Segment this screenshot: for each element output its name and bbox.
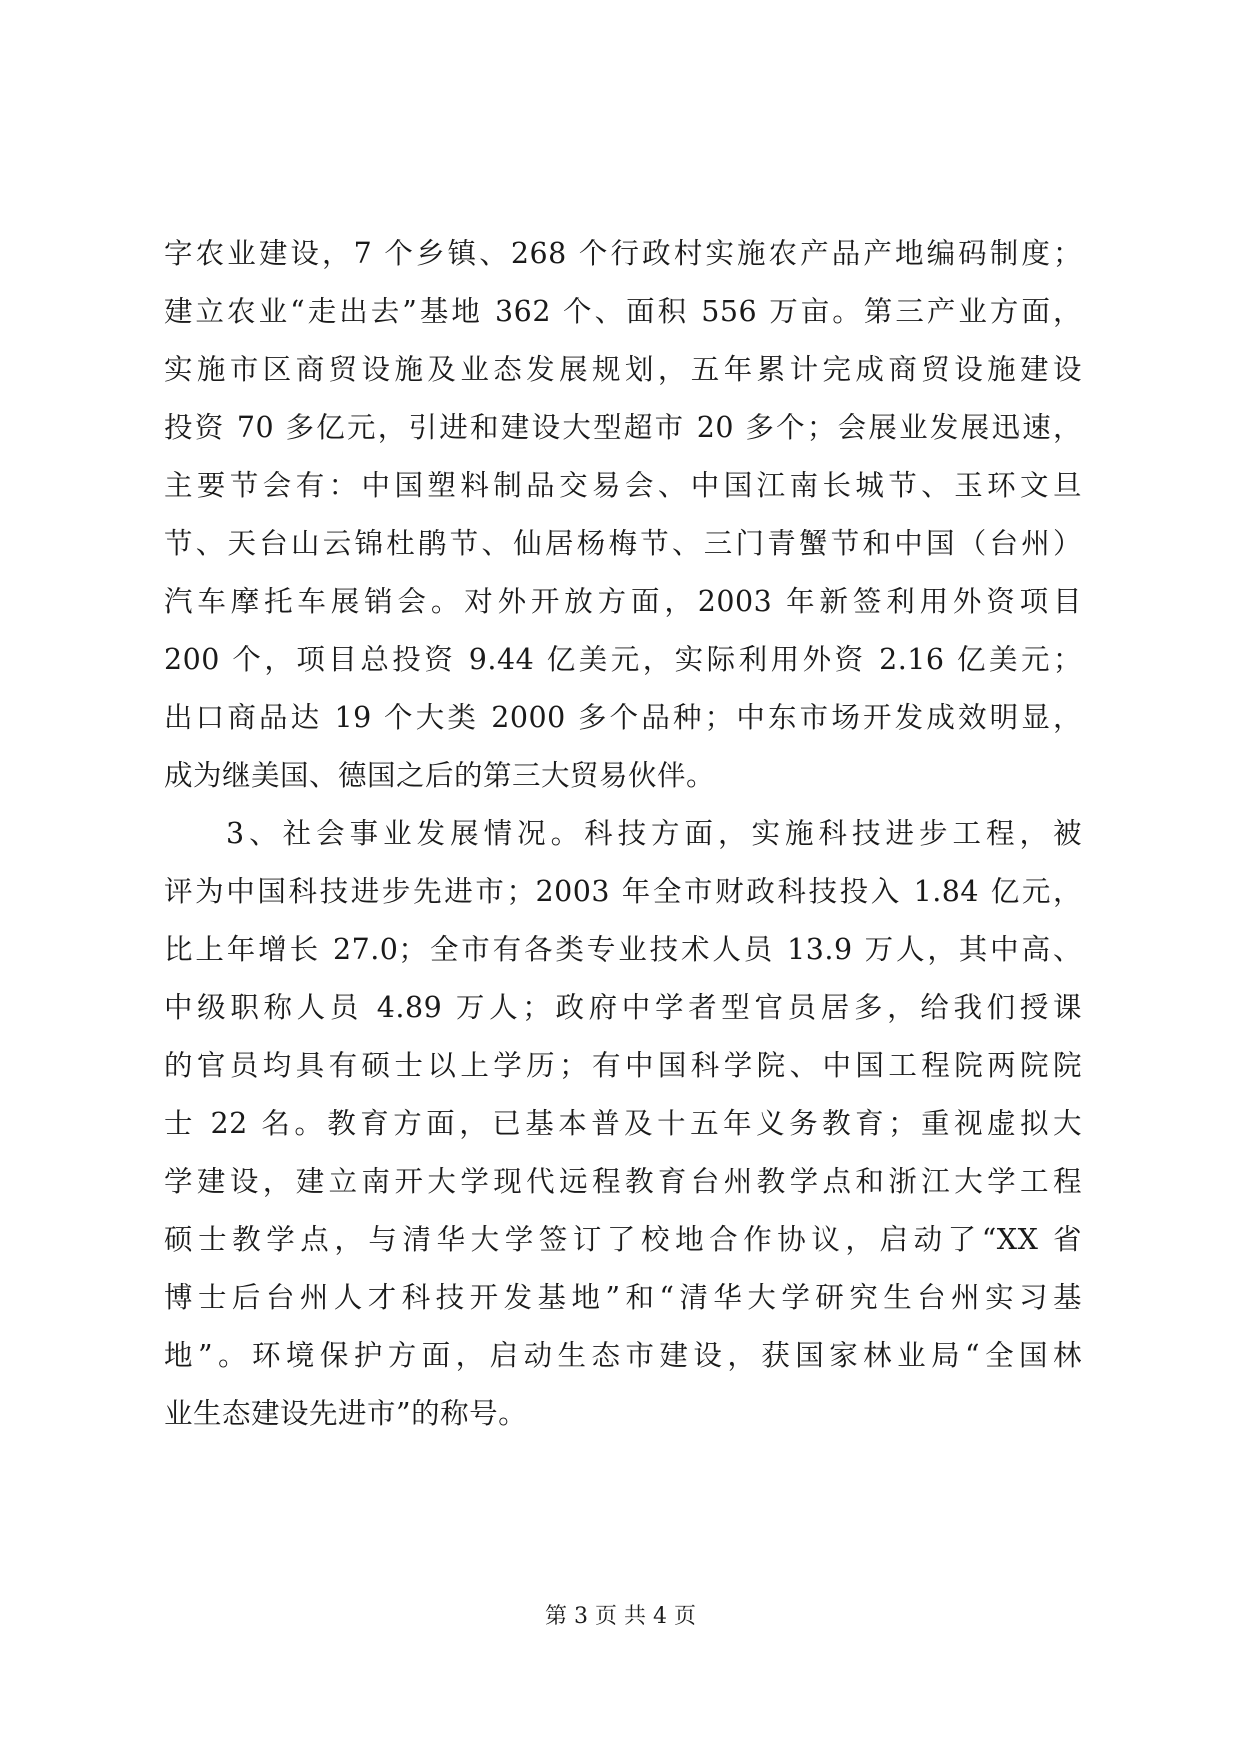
text-line: 3、社会事业发展情况。科技方面，实施科技进步工程，被 <box>226 817 1082 850</box>
paragraph-trade <box>164 225 1082 805</box>
text-line: 汽车摩托车展销会。对外开放方面，2003 年新签利用外资项目 <box>164 585 1082 618</box>
text-line: 实施市区商贸设施及业态发展规划，五年累计完成商贸设施建设 <box>164 353 1082 386</box>
text-line: 建立农业“走出去”基地 362 个、面积 556 万亩。第三产业方面， <box>164 295 1082 328</box>
paragraph-social-development <box>164 805 1082 1443</box>
text-line: 节、天台山云锦杜鹃节、仙居杨梅节、三门青蟹节和中国（台州） <box>164 527 1082 560</box>
text-line: 200 个，项目总投资 9.44 亿美元，实际利用外资 2.16 亿美元； <box>164 643 1082 676</box>
text-line: 士 22 名。教育方面，已基本普及十五年义务教育；重视虚拟大 <box>164 1107 1082 1140</box>
text-line: 的官员均具有硕士以上学历；有中国科学院、中国工程院两院院 <box>164 1049 1082 1082</box>
text-line: 比上年增长 27.0；全市有各类专业技术人员 13.9 万人，其中高、 <box>164 933 1082 966</box>
page-number: 第 3 页 共 4 页 <box>545 1604 696 1629</box>
text-line: 出口商品达 19 个大类 2000 多个品种；中东市场开发成效明显， <box>164 701 1082 734</box>
text-line: 中级职称人员 4.89 万人；政府中学者型官员居多，给我们授课 <box>164 991 1082 1024</box>
text-line: 评为中国科技进步先进市；2003 年全市财政科技投入 1.84 亿元， <box>164 875 1082 908</box>
body-text <box>164 225 1082 1443</box>
text-line: 地”。环境保护方面，启动生态市建设，获国家林业局“全国林 <box>164 1339 1082 1372</box>
text-line: 业生态建设先进市”的称号。 <box>164 1397 528 1430</box>
text-line: 主要节会有：中国塑料制品交易会、中国江南长城节、玉环文旦 <box>164 469 1082 502</box>
text-line: 学建设，建立南开大学现代远程教育台州教学点和浙江大学工程 <box>164 1165 1082 1198</box>
text-line: 成为继美国、德国之后的第三大贸易伙伴。 <box>164 759 716 792</box>
text-line: 字农业建设，7 个乡镇、268 个行政村实施农产品产地编码制度； <box>164 237 1082 270</box>
page-footer <box>0 1602 1241 1632</box>
text-line: 投资 70 多亿元，引进和建设大型超市 20 多个；会展业发展迅速， <box>164 411 1082 444</box>
text-line: 硕士教学点，与清华大学签订了校地合作协议，启动了“XX 省 <box>164 1223 1082 1256</box>
text-line: 博士后台州人才科技开发基地”和“清华大学研究生台州实习基 <box>164 1281 1082 1314</box>
